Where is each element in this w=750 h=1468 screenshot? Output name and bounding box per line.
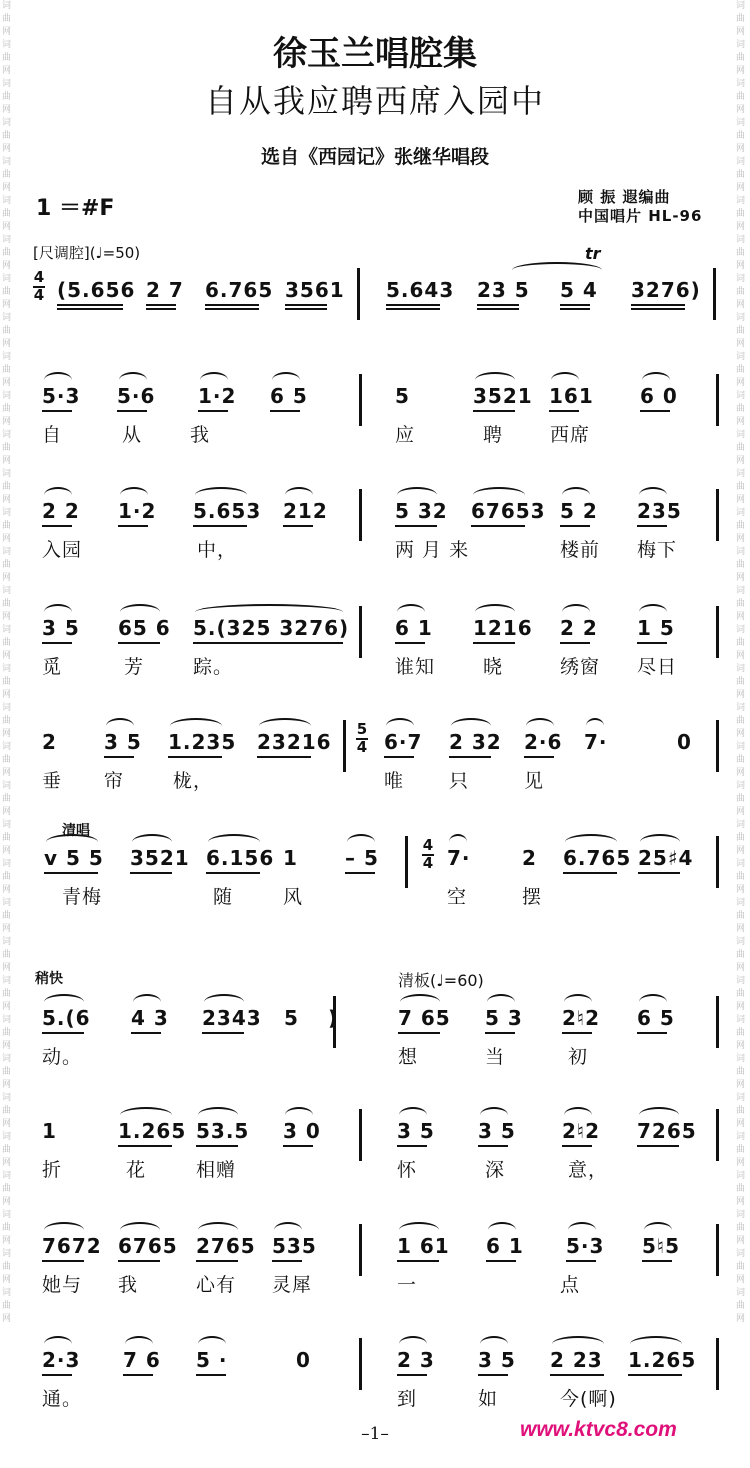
barline [359,1109,362,1161]
note-group: ) [328,1006,339,1030]
lyric: 应 [395,424,416,446]
note-group: 3 5 [104,730,142,754]
rhythm-beam [198,410,228,412]
lyric: 唯 [384,770,405,792]
rhythm-beam [473,642,515,644]
rhythm-beam [524,756,554,758]
lyric: 入园 [42,539,83,561]
lyric: 我 [190,424,211,446]
time-signature: 4 4 [33,268,45,304]
note-group: 7· [447,846,471,870]
barline [716,1338,719,1390]
rhythm-beam [631,304,685,306]
rhythm-beam [57,304,123,306]
rhythm-beam [270,410,300,412]
lyric: 相赠 [196,1159,237,1181]
note-group: 5·6 [117,384,156,408]
lyric: 谁知 [395,656,436,678]
note-group: 2 32 [449,730,502,754]
note-group: 535 [272,1234,317,1258]
note-group: 1·2 [198,384,237,408]
note-group: 6 1 [486,1234,524,1258]
note-group: 5♮5 [642,1234,680,1258]
note-group: 161 [549,384,594,408]
note-group: 65 6 [118,616,171,640]
rhythm-beam [104,756,134,758]
rhythm-beam [205,308,259,310]
lyric: 意， [568,1159,609,1181]
rhythm-beam [397,1374,427,1376]
credit-arranger: 顾 振 遐编曲 [578,188,671,206]
note-group: 5.(6 [42,1006,91,1030]
rhythm-beam [397,1145,427,1147]
lyric: 梅下 [637,539,678,561]
note-group: 7 65 [398,1006,451,1030]
note-group: 2♮2 [562,1006,600,1030]
barline [359,606,362,658]
rhythm-beam [42,1260,84,1262]
rhythm-beam [285,304,327,306]
qingchang-mark: 清唱 [62,823,90,839]
rhythm-beam [550,1374,604,1376]
note-group: 25♯4 [638,846,694,870]
rhythm-beam [146,308,176,310]
lyric: 如 [478,1388,499,1410]
note-group: 6 0 [640,384,678,408]
note-group: ⅴ 5 5 [44,846,104,870]
note-group: 212 [283,499,328,523]
rhythm-beam [117,410,147,412]
lyric: 风 [283,886,304,908]
rhythm-beam [628,1374,682,1376]
rhythm-beam [118,1145,172,1147]
rhythm-beam [193,525,247,527]
note-group: 1 [42,1119,57,1143]
note-group: 3 5 [42,616,80,640]
page-number: –1– [361,1424,389,1444]
note-group: 3 5 [478,1119,516,1143]
lyric: 当 [485,1046,506,1068]
trill-mark: tr [585,244,601,263]
rhythm-beam [449,756,491,758]
note-group: 6.765 [563,846,632,870]
rhythm-beam [478,1145,508,1147]
watermark-right: 词曲网词曲网词曲网词曲网词曲网词曲网词曲网词曲网词曲网词曲网词曲网词曲网词曲网词曲网词曲网词曲网词曲网词曲网词曲网词曲网词曲网词曲网词曲网词曲网词曲网词曲网词曲网词曲网词曲网词曲网词曲网词曲网词曲网词曲网 [736,1,746,1324]
note-group: 2 [522,846,537,870]
note-group: 5 4 [560,278,598,302]
rhythm-beam [637,525,667,527]
note-group: 2 23 [550,1348,603,1372]
lyric: 从 [122,424,143,446]
score-row [0,714,750,819]
note-group: 5 32 [395,499,448,523]
score-row [0,600,750,705]
lyric: 想 [398,1046,419,1068]
lyric: 尽日 [637,656,678,678]
note-group: 5·3 [42,384,81,408]
lyric: 通。 [42,1388,83,1410]
rhythm-beam [118,1260,160,1262]
note-group: 3 5 [478,1348,516,1372]
rhythm-beam [196,1374,226,1376]
note-group: 3 0 [283,1119,321,1143]
lyric: 深 [485,1159,506,1181]
note-group: 23216 [257,730,332,754]
rhythm-beam [560,308,590,310]
time-signature: 4 4 [422,836,434,872]
intro-mark: [尺调腔](♩=50) [33,244,141,262]
lyric: 帘 [104,770,125,792]
rhythm-beam [395,525,437,527]
lyric: 栊， [173,770,214,792]
note-group: 6 5 [637,1006,675,1030]
rhythm-beam [42,642,72,644]
trill-slur [512,262,602,278]
barline [359,374,362,426]
note-group: 2·6 [524,730,563,754]
note-group: (5.656 [57,278,136,302]
rhythm-beam [42,410,72,412]
lyric: 觅 [42,656,63,678]
lyric: 心有 [196,1274,237,1296]
rhythm-beam [386,308,440,310]
rhythm-beam [397,1260,439,1262]
rhythm-beam [398,1032,440,1034]
lyric: 动。 [42,1046,83,1068]
note-group: 2765 [196,1234,256,1258]
rhythm-beam [563,872,617,874]
note-group: 5.643 [386,278,455,302]
barline [359,1224,362,1276]
rhythm-beam [631,308,685,310]
note-group: – 5 [345,846,379,870]
lyric: 两 月 来 [395,539,470,561]
rhythm-beam [283,1145,313,1147]
note-group: 2 2 [42,499,80,523]
rhythm-beam [562,1032,592,1034]
lyric: 西席 [550,424,591,446]
lyric: 随 [213,886,234,908]
note-group: 2·3 [42,1348,81,1372]
note-group: 6.765 [205,278,274,302]
rhythm-beam [118,525,148,527]
barline [716,720,719,772]
rhythm-beam [477,308,519,310]
barline [716,374,719,426]
rhythm-beam [257,756,311,758]
rhythm-beam [637,1145,679,1147]
note-group: 5.(325 3276) [193,616,350,640]
rhythm-beam [205,304,259,306]
rhythm-beam [196,1260,238,1262]
lyric: 花 [126,1159,147,1181]
rhythm-beam [560,642,590,644]
score-row [0,1218,750,1323]
note-group: 23 5 [477,278,530,302]
rhythm-beam [642,1260,672,1262]
note-group: 53.5 [196,1119,250,1143]
time-signature: 5 4 [356,720,368,756]
note-group: 3561 [285,278,345,302]
barline [716,1109,719,1161]
credit-record: 中国唱片 HL-96 [578,207,703,225]
rhythm-beam [471,525,525,527]
note-group: 3 5 [397,1119,435,1143]
collection-title: 徐玉兰唱腔集 [273,34,477,74]
note-group: 1·2 [118,499,157,523]
rhythm-beam [285,308,327,310]
note-group: 2 [42,730,57,754]
rhythm-beam [638,872,680,874]
barline [716,996,719,1048]
rhythm-beam [345,872,375,874]
barline [716,489,719,541]
note-group: 3276) [631,278,701,302]
lyric: 芳 [124,656,145,678]
lyric: 一 [397,1274,418,1296]
lyric: 踪。 [193,656,234,678]
rhythm-beam [562,1145,592,1147]
note-group: 3521 [473,384,533,408]
barline [343,720,346,772]
note-group: 235 [637,499,682,523]
barline [716,606,719,658]
note-group: 5·3 [566,1234,605,1258]
lyric: 怀 [397,1159,418,1181]
rhythm-beam [118,642,160,644]
rhythm-beam [123,1374,153,1376]
rhythm-beam [549,410,579,412]
shaokuai-mark: 稍快 [35,971,63,987]
watermark-left: 词曲网词曲网词曲网词曲网词曲网词曲网词曲网词曲网词曲网词曲网词曲网词曲网词曲网词曲网词曲网词曲网词曲网词曲网词曲网词曲网词曲网词曲网词曲网词曲网词曲网词曲网词曲网词曲网词曲网词曲网词曲网词曲网词曲网词曲网 [2,1,12,1324]
rhythm-beam [478,1374,508,1376]
barline [716,1224,719,1276]
lyric: 绣窗 [560,656,601,678]
lyric: 初 [568,1046,589,1068]
note-group: 5.653 [193,499,262,523]
note-group: 67653 [471,499,546,523]
rhythm-beam [193,642,343,644]
lyric: 她与 [42,1274,83,1296]
barline [359,489,362,541]
note-group: 3521 [130,846,190,870]
rhythm-beam [486,1260,516,1262]
lyric: 只 [449,770,470,792]
score-row [0,1103,750,1208]
lyric: 晓 [483,656,504,678]
rhythm-beam [395,642,425,644]
barline [357,268,360,320]
rhythm-beam [57,308,123,310]
note-group: 2343 [202,1006,262,1030]
site-watermark: www.ktvc8.com [520,1418,677,1441]
note-group: 1 [283,846,298,870]
lyric: 中， [197,539,238,561]
rhythm-beam [272,1260,302,1262]
score-row [0,990,750,1095]
note-group: 1.235 [168,730,237,754]
score-row [0,830,750,935]
note-group: 2 7 [146,278,184,302]
rhythm-beam [637,1032,667,1034]
lyric: 折 [42,1159,63,1181]
note-group: 2 3 [397,1348,435,1372]
rhythm-beam [637,642,667,644]
lyric: 聘 [483,424,504,446]
score-row [0,262,750,367]
rhythm-beam [131,1032,161,1034]
rhythm-beam [130,872,172,874]
rhythm-beam [640,410,670,412]
lyric: 我 [118,1274,139,1296]
song-title: 自从我应聘西席入园中 [204,82,545,120]
lyric: 今(啊) [560,1388,617,1410]
barline [716,836,719,888]
lyric: 摆 [522,886,543,908]
rhythm-beam [42,1374,72,1376]
rhythm-beam [168,756,222,758]
note-group: 1 61 [397,1234,450,1258]
rhythm-beam [473,410,515,412]
note-group: 1216 [473,616,533,640]
note-group: 5 3 [485,1006,523,1030]
key-signature: 1 ＝#F [36,196,115,221]
score-row [0,368,750,473]
note-group: 0 [677,730,692,754]
note-group: 6·7 [384,730,423,754]
note-group: 7672 [42,1234,102,1258]
note-group: 6 1 [395,616,433,640]
note-group: 7· [584,730,608,754]
rhythm-beam [206,872,260,874]
rhythm-beam [202,1032,244,1034]
lyric: 楼前 [560,539,601,561]
note-group: 6765 [118,1234,178,1258]
rhythm-beam [283,525,313,527]
note-group: 1.265 [118,1119,187,1143]
rhythm-beam [485,1032,515,1034]
source-line: 选自《西园记》张继华唱段 [260,146,489,168]
barline [405,836,408,888]
note-group: 2 2 [560,616,598,640]
rhythm-beam [560,525,590,527]
rhythm-beam [560,304,590,306]
rhythm-beam [386,304,440,306]
rhythm-beam [566,1260,596,1262]
note-group: 4 3 [131,1006,169,1030]
note-group: 7265 [637,1119,697,1143]
lyric: 青梅 [62,886,103,908]
rhythm-beam [42,525,72,527]
note-group: 6.156 [206,846,275,870]
rhythm-beam [146,304,176,306]
note-group: 7 6 [123,1348,161,1372]
lyric: 点 [560,1274,581,1296]
lyric: 自 [42,424,63,446]
note-group: 2♮2 [562,1119,600,1143]
score-row [0,483,750,588]
barline [359,1338,362,1390]
note-group: 1.265 [628,1348,697,1372]
note-group: 5 2 [560,499,598,523]
rhythm-beam [42,1032,84,1034]
note-group: 0 [296,1348,311,1372]
rhythm-beam [384,756,414,758]
note-group: 5 · [196,1348,228,1372]
rhythm-beam [477,304,519,306]
barline [713,268,716,320]
lyric: 见 [524,770,545,792]
note-group: 5 [284,1006,299,1030]
rhythm-beam [196,1145,238,1147]
note-group: 6 5 [270,384,308,408]
note-group: 1 5 [637,616,675,640]
lyric: 空 [447,886,468,908]
lyric: 到 [397,1388,418,1410]
rhythm-beam [44,872,98,874]
lyric: 灵犀 [272,1274,313,1296]
note-group: 5 [395,384,410,408]
qingban-mark: 清板(♩=60) [398,971,484,990]
lyric: 垂 [42,770,63,792]
